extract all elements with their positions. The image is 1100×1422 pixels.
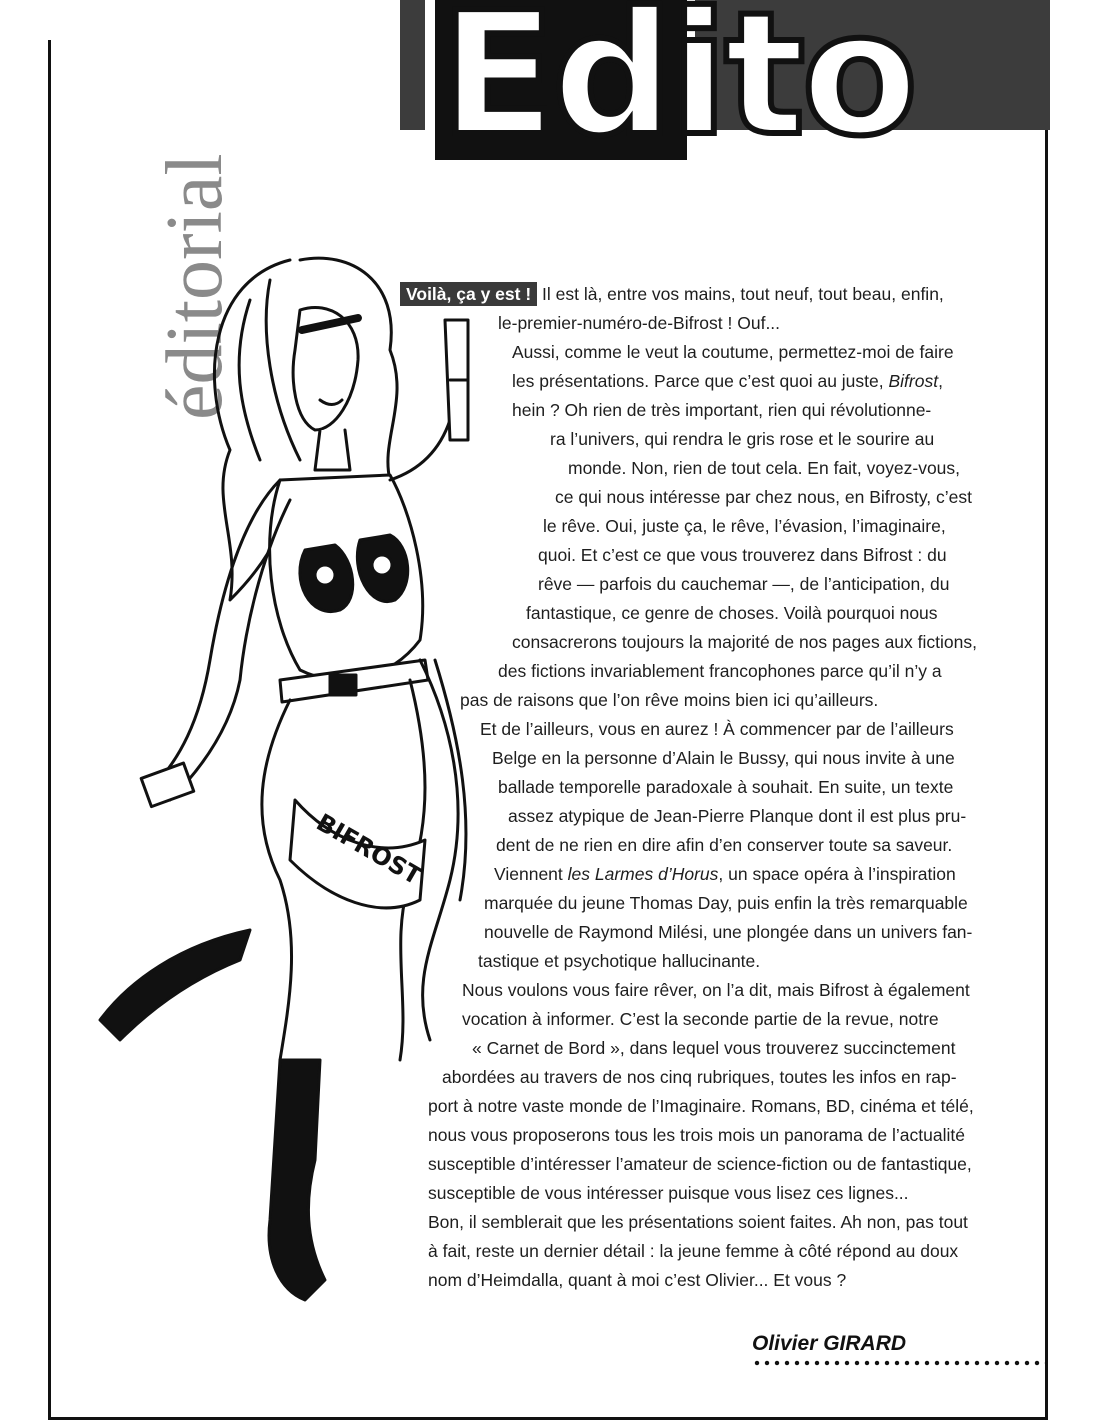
leg-band-text: BIFROST (311, 808, 427, 891)
article-line: port à notre vaste monde de l’Imaginaire. Romans, BD, cinéma et télé, (428, 1096, 974, 1116)
article-line: le-premier-numéro-de-Bifrost ! Ouf... (498, 313, 781, 333)
article-line: Voilà, ça y est ! Il est là, entre vos mains, tout neuf, tout beau, enfin, (380, 280, 980, 309)
article-line: tastique et psychotique hallucinante. (478, 951, 761, 971)
article-line: marquée du jeune Thomas Day, puis enfin la très remarquable (484, 893, 968, 913)
article-line: Bon, il semblerait que les présentations soient faites. Ah non, pas tout (428, 1212, 968, 1232)
article-line: abordées au travers de nos cinq rubriques, toutes les infos en rap- (442, 1067, 957, 1087)
article-line: les présentations. Parce que c’est quoi au juste, Bifrost, (512, 371, 943, 391)
section-label: éditorial (151, 153, 239, 420)
article-line: Nous voulons vous faire rêver, on l’a dit, mais Bifrost à également (462, 980, 970, 1000)
article-line: vocation à informer. C’est la seconde partie de la revue, notre (462, 1009, 939, 1029)
article-line: nous vous proposerons tous les trois mois un panorama de l’actualité (428, 1125, 965, 1145)
article-line: ce qui nous intéresse par chez nous, en Bifrosty, c’est (555, 487, 972, 507)
italic-title: les Larmes d’Horus (567, 864, 719, 884)
article-line: le rêve. Oui, juste ça, le rêve, l’évasion, l’imaginaire, (543, 516, 946, 536)
article-line: nom d’Heimdalla, quant à moi c’est Olivier... Et vous ? (428, 1270, 847, 1290)
author-signature: Olivier GIRARD (752, 1332, 907, 1355)
article-line: quoi. Et c’est ce que vous trouverez dans Bifrost : du (538, 545, 947, 565)
italic-title: Bifrost (888, 371, 939, 391)
article-line: Et de l’ailleurs, vous en aurez ! À commencer par de l’ailleurs (480, 719, 954, 739)
signature-dots (752, 1360, 1048, 1366)
article-line: dent de ne rien en dire afin d’en conserver toute sa saveur. (496, 835, 953, 855)
article-line: « Carnet de Bord », dans lequel vous trouverez succinctement (472, 1038, 956, 1058)
article-line: rêve — parfois du cauchemar —, de l’anticipation, du (538, 574, 950, 594)
article-line: fantastique, ce genre de choses. Voilà pourquoi nous (526, 603, 938, 623)
article-line: monde. Non, rien de tout cela. En fait, voyez-vous, (568, 458, 961, 478)
article-kicker: Voilà, ça y est ! (400, 282, 537, 306)
article-line: Aussi, comme le veut la coutume, permettez-moi de faire (512, 342, 954, 362)
article-line: assez atypique de Jean-Pierre Planque dont il est plus pru- (508, 806, 967, 826)
article-line: Belge en la personne d’Alain le Bussy, qui nous invite à une (492, 748, 955, 768)
page-title: Edito (440, 0, 915, 174)
article-line: ra l’univers, qui rendra le gris rose et le sourire au (550, 429, 935, 449)
article-line: consacrerons toujours la majorité de nos pages aux fictions, (512, 632, 977, 652)
article-line: nouvelle de Raymond Milési, une plongée dans un univers fan- (484, 922, 973, 942)
article-line: hein ? Oh rien de très important, rien qui révolutionne- (512, 400, 932, 420)
article-line: des fictions invariablement francophones parce qu’il n’y a (498, 661, 942, 681)
article-line: ballade temporelle paradoxale à souhait. En suite, un texte (498, 777, 954, 797)
article-body (380, 280, 980, 1295)
article-line: à fait, reste un dernier détail : la jeune femme à côté répond au doux (428, 1241, 959, 1261)
article-line: susceptible d’intéresser l’amateur de science-fiction ou de fantastique, (428, 1154, 972, 1174)
article-line: Viennent les Larmes d’Horus, un space opéra à l’inspiration (494, 864, 956, 884)
article-line: pas de raisons que l’on rêve moins bien ici qu’ailleurs. (460, 690, 879, 710)
article-line: susceptible de vous intéresser puisque vous lisez ces lignes... (428, 1183, 909, 1203)
